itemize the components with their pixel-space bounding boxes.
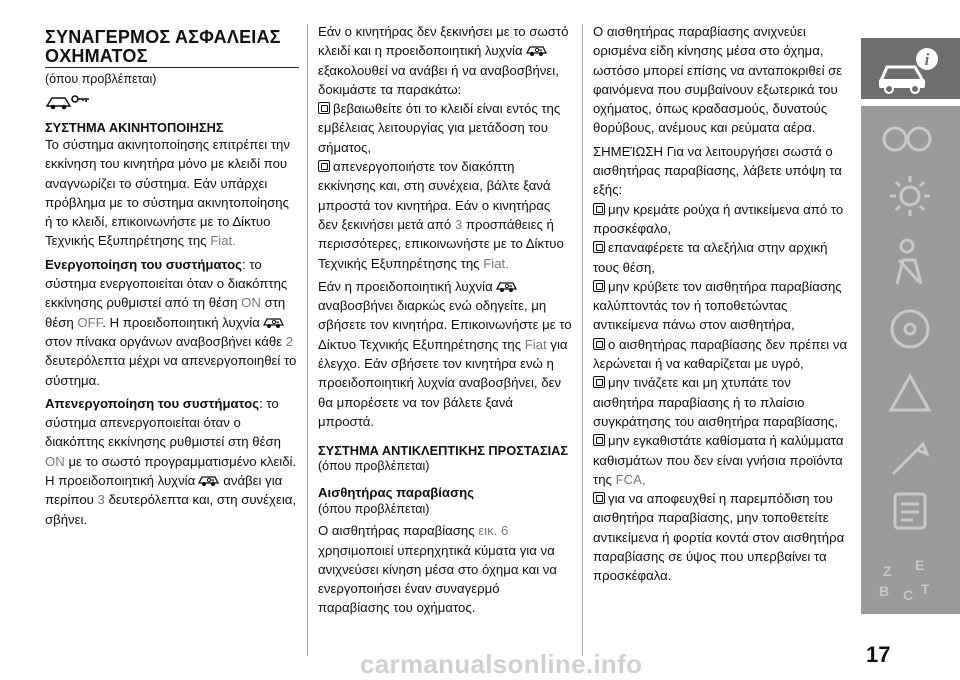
section-subtitle: (όπου προβλέπεται) [45,72,157,86]
text: . Η προειδοποιητική λυχνία [102,314,260,330]
wrench-icon [893,444,927,474]
figure-reference[interactable]: εικ. 6 [478,523,509,539]
brand-text: FCA, [615,471,646,487]
off-position: OFF [77,314,103,330]
column-1 [45,22,299,529]
activation-label: Ενεργοποίηση του συστήματος [45,256,242,272]
check-box-bullet-icon [593,203,605,215]
list-item [593,489,853,585]
text: Ο αισθητήρας παραβίασης [318,523,475,539]
svg-text:B: B [879,583,890,599]
paragraph [318,22,572,99]
text: προσπάθειες ή περισσότερες, επικοινωνήστε με το Δίκτυο Τεχνικής Εξυπηρέτησης της [318,216,564,271]
text: για έλεγχο. Εάν σβήσετε τον κινητήρα ενώ η προειδοποιητική λυχνία αναβοσβήνει, δεν θα μπορέσετε να τον βάλετε ξανά μπροστά. [318,336,568,429]
text: : το σύστημα απενεργοποιείται όταν ο διακόπτης εκκίνησης ρυθμιστεί στη θέση [45,395,281,450]
antitheft-heading: ΣΥΣΤΗΜΑ ΑΝΤΙΚΛΕΠΤΙΚΗΣ ΠΡΟΣΤΑΣΙΑΣ [318,443,569,459]
text: ανάβει για περίπου [45,473,283,508]
chapter-tabs-column [861,106,960,614]
immobilizer-key-icon [45,92,91,110]
column-divider [307,24,308,656]
seatbelt-icon [901,240,913,252]
list-item [593,238,853,277]
immobilizer-heading: ΣΥΣΤΗΜΑ ΑΚΙΝΗΤΟΠΟΙΗΣΗΣ [45,120,224,135]
svg-text:C: C [903,587,914,603]
text: μην εγκαθιστάτε καθίσματα ή καλύμματα καθισμάτων που δεν είναι γνήσια προϊόντα της [593,433,844,487]
text: Το σύστημα ακινητοποίησης επιτρέπει την εκκίνηση του κινητήρα μόνο με κλειδί που αναγνωρίζει το σύστημα. Εάν υπάρχει πρόβλημα με το σύστημα ακινητοποίησης ή το κλειδί, επικοινωνήστε με το Δίκτυο Τεχνικής Εξυπηρέτησης της [45,137,290,249]
lights-icon [901,187,919,205]
chapter-tab-info[interactable] [861,38,960,99]
on-position: ON [45,453,65,469]
watermark: carmanualsonline.info [360,649,643,679]
paragraph [45,255,299,390]
list-item [593,335,853,374]
deactivation-label: Απενεργοποίηση του συστήματος [45,395,260,411]
immobilizer-warning-lamp-icon [262,315,286,329]
text: στη θέση [45,295,286,330]
column-2 [318,22,572,618]
text: μην κρύβετε τον αισθητήρα παραβίασης καλύπτοντάς τον ή τοποθετώντας αντικείμενα πάνω στον αισθητήρα, [593,278,842,333]
svg-text:E: E [915,557,925,573]
text: μην τινάζετε και μη χτυπάτε τον αισθητήρα παραβίασης ή το πλαίσιο συγκράτησης του αισθητήρα παραβίασης, [593,375,838,429]
text: μην κρεμάτε ρούχα ή αντικείμενα από το προσκέφαλο, [593,201,844,236]
paragraph [45,394,299,529]
check-box-bullet-icon [593,434,605,446]
svg-text:i: i [924,50,930,69]
column-divider [582,24,583,656]
paragraph [45,135,299,251]
text: δευτερόλεπτα και, στη συνέχεια, σβήνει. [45,492,297,527]
steering-icon [892,311,928,347]
list-item [593,373,853,431]
list-item [318,157,572,273]
text: : το σύστημα ενεργοποιείται όταν ο διακόπτης εκκίνησης ρυθμιστεί από τη θέση [45,256,288,311]
check-box-bullet-icon [593,492,605,504]
sensor-heading: Αισθητήρας παραβίασης [318,485,474,501]
sensor-subtitle: (όπου προβλέπεται) [318,502,430,517]
immobilizer-warning-lamp-icon [197,473,221,487]
dashboard-icon [884,128,906,150]
text: απενεργοποιήστε τον διακόπτη εκκίνησης και, στη συνέχεια, βάλτε ξανά μπροστά τον κινητήρα. Εάν ο κινητήρας δεν ξεκινήσει μετά από [318,159,551,232]
text: Εάν ο κινητήρας δεν ξεκινήσει με το σωστό κλειδί και η προειδοποιητική λυχνία [318,24,569,59]
number: 2 [285,333,294,349]
column-3 [593,22,853,586]
list-item [593,431,853,489]
on-position: ON [241,295,261,311]
check-box-bullet-icon [593,241,605,253]
text: χρησιμοποιεί υπερηχητικά κύματα για να ανιχνεύσει κίνηση μέσα στο όχημα και να ενεργοποιήσει έναν συναγερμό παραβίασης του οχήματος. [318,542,558,616]
text: με το σωστό προγραμματισμένο κλειδί. Η προειδοποιητική λυχνία [45,453,297,489]
brand-text: Fiat. [483,255,509,271]
note-paragraph: ΣΗΜΕΊΩΣΗ Για να λειτουργήσει σωστά ο αισθητήρας παραβίασης, λάβετε υπόψη τα εξής: [593,143,842,198]
page-number: 17 [866,642,891,667]
list-item [593,277,853,335]
brand-text: Fiat [524,336,547,352]
check-box-bullet-icon [318,160,330,172]
check-box-bullet-icon [593,280,605,292]
paragraph [318,277,572,431]
list-item [593,200,853,239]
antitheft-subtitle: (όπου προβλέπεται) [318,459,430,474]
paragraph: Ο αισθητήρας παραβίασης ανιχνεύει ορισμένα είδη κίνησης μέσα στο όχημα, ωστόσο μπορεί επίσης να ανταποκριθεί σε φαινόμενα που συμβαίνουν εξωτερικά του οχήματος, όπως κραδασμούς, δυνατούς θορύβους, ανέμους και ρεύματα αέρα. [593,24,843,136]
svg-text:Z: Z [883,563,892,579]
text: εξακολουθεί να ανάβει ή να αναβοσβήνει, δοκιμάστε τα παρακάτω: [318,62,559,97]
section-title: ΣΥΝΑΓΕΡΜΟΣ ΑΣΦΑΛΕΙΑΣ ΟΧΗΜΑΤΟΣ [45,27,281,66]
check-box-bullet-icon [593,338,605,350]
text: Εάν η προειδοποιητική λυχνία [318,278,493,294]
warning-icon [891,376,929,410]
text: δευτερόλεπτα μέχρι να απενεργοποιηθεί το σύστημα. [45,353,297,388]
check-box-bullet-icon [318,102,330,114]
text: βεβαιωθείτε ότι το κλειδί είναι εντός της εμβέλειας λειτουργίας για μετάδοση του σήματος, [318,101,561,155]
text: στον πίνακα οργάνων αναβοσβήνει κάθε [45,333,283,349]
text: για να αποφευχθεί η παρεμπόδιση του αισθητήρα παραβίασης, μην τοποθετείτε αντικείμενα ή φορτία κοντά στον αισθητήρα παραβίασης σε ύψος που υπερβαίνει τα προσκέφαλα. [593,491,845,584]
text: αναβοσβήνει διαρκώς ενώ οδηγείτε, μη σβήσετε τον κινητήρα. Επικοινωνήστε με το Δίκτυο Τεχνικής Εξυπηρέτησης της [318,298,572,352]
title-underline [45,67,299,68]
immobilizer-warning-lamp-icon [525,43,549,57]
chapter-icons [875,114,945,604]
brand-text: Fiat. [210,233,236,249]
number: 3 [454,216,463,232]
immobilizer-warning-lamp-icon [495,279,519,293]
check-box-bullet-icon [593,376,605,388]
paragraph [318,521,572,617]
text: ο αισθητήρας παραβίασης δεν πρέπει να λερώνεται ή να καθαρίζεται με υγρό, [593,336,848,372]
svg-text:T: T [921,581,930,597]
text: επαναφέρετε τα αλεξήλια στην αρχική τους θέση, [593,240,828,275]
car-info-icon [875,43,941,95]
title-icons [45,92,299,110]
list-item [318,99,572,157]
number: 3 [97,492,105,508]
